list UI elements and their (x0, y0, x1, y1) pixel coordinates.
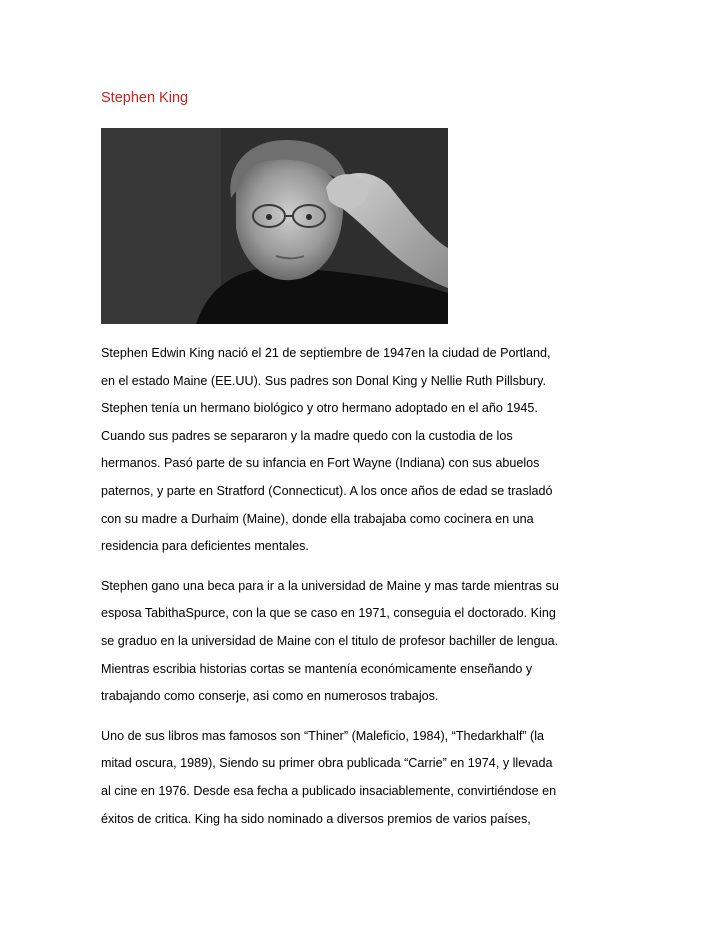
text-line: mitad oscura, 1989), Siendo su primer obra publicada “Carrie” en 1974, y llevada (101, 756, 553, 771)
paragraph-1 (101, 340, 641, 561)
author-portrait-photo (101, 128, 448, 324)
text-line: Uno de sus libros mas famosos son “Thiner” (Maleficio, 1984), “Thedarkhalf” (la (101, 728, 545, 743)
text-line: se graduo en la universidad de Maine con el titulo de profesor bachiller de lengua. (101, 633, 559, 648)
document-title: Stephen King (101, 90, 189, 106)
text-line: residencia para deficientes mentales. (101, 539, 309, 554)
portrait-illustration (101, 128, 448, 324)
document-body (101, 340, 641, 845)
text-line: esposa TabithaSpurce, con la que se caso en 1971, conseguia el doctorado. King (101, 606, 556, 621)
text-line: paternos, y parte en Stratford (Connecticut). A los once años de edad se trasladó (101, 483, 553, 498)
text-line: hermanos. Pasó parte de su infancia en Fort Wayne (Indiana) con sus abuelos (101, 456, 540, 471)
text-line: Cuando sus padres se separaron y la madre quedo con la custodia de los (101, 428, 513, 443)
text-line: Stephen Edwin King nació el 21 de septiembre de 1947en la ciudad de Portland, (101, 346, 551, 360)
text-line: éxitos de critica. King ha sido nominado a diversos premios de varios países, (101, 811, 531, 826)
text-line: al cine en 1976. Desde esa fecha a publicado insaciablemente, convirtiéndose en (101, 783, 557, 798)
paragraph-2 (101, 573, 641, 711)
text-line: trabajando como conserje, asi como en numerosos trabajos. (101, 689, 439, 704)
text-line: Stephen gano una beca para ir a la universidad de Maine y mas tarde mientras su (101, 578, 559, 593)
paragraph-3 (101, 723, 641, 833)
text-line: en el estado Maine (EE.UU). Sus padres son Donal King y Nellie Ruth Pillsbury. (101, 373, 546, 388)
text-line: Mientras escribia historias cortas se mantenía económicamente enseñando y (101, 661, 533, 676)
text-line: Stephen tenía un hermano biológico y otro hermano adoptado en el año 1945. (101, 401, 538, 416)
text-line: con su madre a Durhaim (Maine), donde ella trabajaba como cocinera en una (101, 511, 534, 526)
